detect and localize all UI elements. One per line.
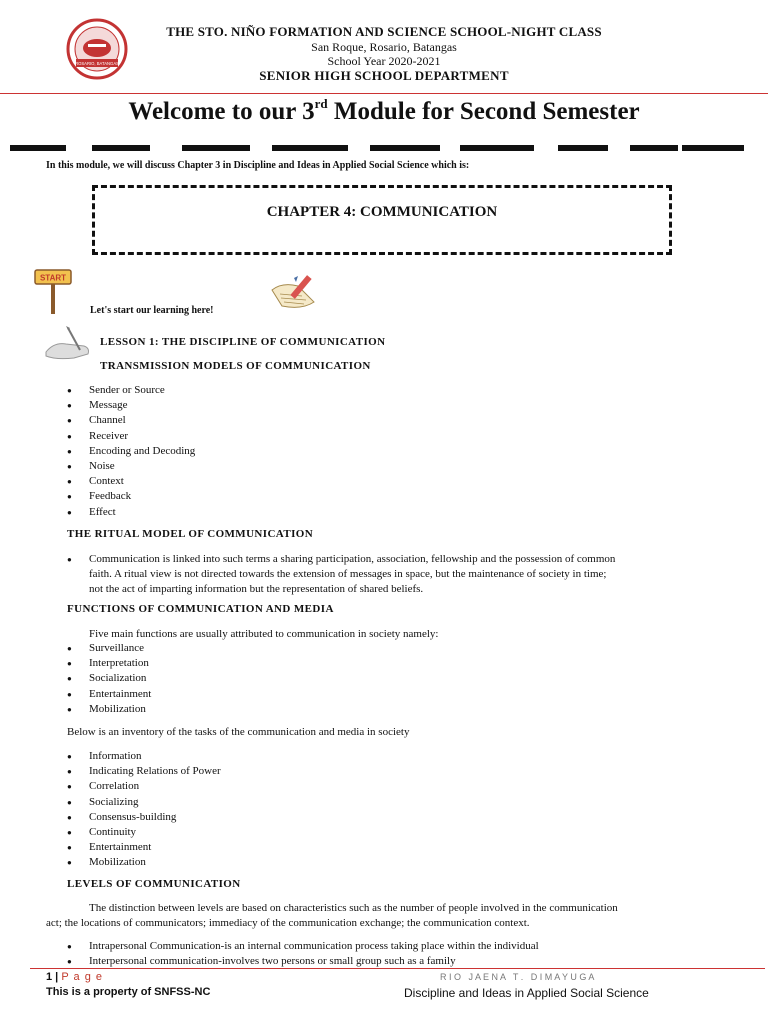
list-item: ● Information (67, 749, 221, 764)
ritual-line: not the act of imparting information but the representation of shared beliefs. (89, 583, 424, 595)
list-item: ● Receiver (67, 429, 195, 444)
list-item: ● Continuity (67, 825, 221, 840)
levels-paragraph-line2: act; the locations of communicators; immediacy of the communication exchange; the communication context. (46, 917, 530, 929)
school-address: San Roque, Rosario, Batangas (311, 40, 457, 54)
author-name: R I O J A E N A T . D I M A Y U G A (440, 972, 595, 982)
header-divider (0, 93, 768, 94)
title-dashed-rule (10, 145, 758, 155)
levels-heading: LEVELS OF COMMUNICATION (67, 878, 241, 890)
inventory-list (67, 749, 221, 871)
footer-divider (30, 968, 765, 969)
ritual-line: Communication is linked into such terms a sharing participation, association, fellowship and the possession of common (89, 553, 616, 565)
page-number: 1 (46, 971, 53, 983)
list-item: ● Noise (67, 459, 195, 474)
list-item: ● Surveillance (67, 641, 151, 656)
list-item: ● Mobilization (67, 855, 221, 870)
hand-pen-icon (44, 326, 96, 362)
title-superscript: rd (314, 96, 328, 111)
list-item: ● Interpretation (67, 656, 151, 671)
page-title: Welcome to our 3rd Module for Second Semester (128, 96, 640, 125)
list-item: ● Correlation (67, 779, 221, 794)
school-year: School Year 2020-2021 (327, 54, 441, 68)
list-item: ● Feedback (67, 489, 195, 504)
page-word: P a g e (61, 971, 103, 983)
transmission-heading: TRANSMISSION MODELS OF COMMUNICATION (100, 360, 371, 372)
list-item: ● Interpersonal communication-involves two persons or small group such as a family (67, 954, 539, 969)
lets-start-text: Let's start our learning here! (90, 305, 214, 316)
functions-intro: Five main functions are usually attributed to communication in society namely: (89, 628, 439, 640)
property-notice: This is a property of SNFSS-NC (46, 986, 211, 998)
list-item: ● Indicating Relations of Power (67, 764, 221, 779)
start-sign-icon (34, 268, 74, 314)
page-indicator: 1 | P a g e (46, 971, 103, 983)
list-item: ● Entertainment (67, 840, 221, 855)
transmission-list (67, 383, 195, 520)
ritual-heading: THE RITUAL MODEL OF COMMUNICATION (67, 528, 314, 540)
ritual-line: faith. A ritual view is not directed towards the extension of messages in space, but the maintenance of society in time; (89, 568, 607, 580)
levels-paragraph-line1: The distinction between levels are based on characteristics such as the number of people involved in the communication (89, 902, 618, 914)
logo-text: ROSARIO, BATANGAS (75, 61, 119, 66)
list-item: ● Message (67, 398, 195, 413)
list-item: ● Context (67, 474, 195, 489)
list-item: ● Channel (67, 413, 195, 428)
paper-pen-icon (268, 272, 324, 312)
list-item: ● Socializing (67, 795, 221, 810)
list-item: ● Intrapersonal Communication-is an internal communication process taking place within the individual (67, 939, 539, 954)
list-item: ● Sender or Source (67, 383, 195, 398)
subject-name: Discipline and Ideas in Applied Social Science (404, 986, 649, 1000)
department-name: SENIOR HIGH SCHOOL DEPARTMENT (259, 68, 509, 83)
levels-list (67, 939, 539, 969)
list-item: ● Mobilization (67, 702, 151, 717)
list-item: ● Effect (67, 505, 195, 520)
school-name: THE STO. NIÑO FORMATION AND SCIENCE SCHOOL-NIGHT CLASS (166, 24, 602, 39)
list-item: ● Socialization (67, 671, 151, 686)
chapter-title: CHAPTER 4: COMMUNICATION (266, 204, 498, 220)
inventory-intro: Below is an inventory of the tasks of the communication and media in society (67, 726, 410, 738)
list-item: ● Encoding and Decoding (67, 444, 195, 459)
functions-heading: FUNCTIONS OF COMMUNICATION AND MEDIA (67, 603, 334, 615)
list-item: ● Consensus-building (67, 810, 221, 825)
start-sign-label: START (39, 273, 67, 283)
lesson-title: LESSON 1: THE DISCIPLINE OF COMMUNICATION (100, 336, 386, 348)
ritual-paragraph: ● Communication is linked into such terms a sharing participation, association, fellowship and the possession of common faith. A ritual view is not directed towards the extension of messages in space, but the maintenance of society in time; not the act of imparting information but the representation of shared beliefs. (89, 552, 749, 597)
list-item: ● Entertainment (67, 687, 151, 702)
module-intro: In this module, we will discuss Chapter 3 in Discipline and Ideas in Applied Social Science which is: (46, 160, 470, 171)
functions-list (67, 641, 151, 717)
